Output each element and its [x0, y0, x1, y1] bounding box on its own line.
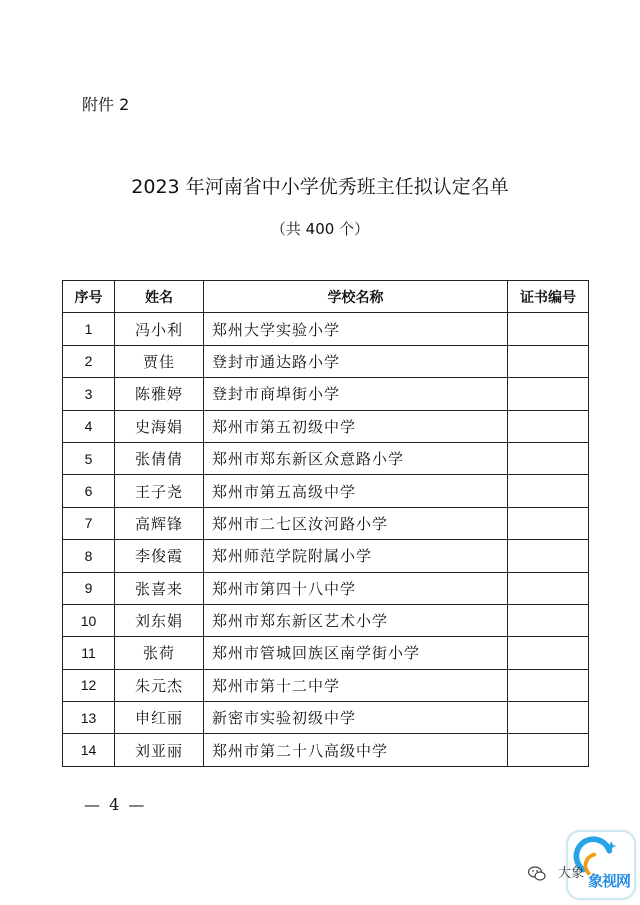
cell-name: 王子尧	[115, 475, 204, 507]
cell-cert	[508, 410, 589, 442]
cell-name: 高辉锋	[115, 507, 204, 539]
cell-school: 郑州市第五高级中学	[204, 475, 508, 507]
cell-school: 郑州市第十二中学	[204, 669, 508, 701]
table-row	[63, 572, 589, 604]
cell-name: 刘亚丽	[115, 734, 204, 766]
watermark-logo-text: 象视网	[588, 872, 631, 890]
column-header-name: 姓名	[115, 281, 204, 313]
candidate-table	[62, 280, 589, 767]
cell-seq: 12	[63, 669, 115, 701]
table-row	[63, 637, 589, 669]
cell-cert	[508, 572, 589, 604]
cell-school: 郑州大学实验小学	[204, 313, 508, 345]
table-row	[63, 345, 589, 377]
cell-school: 郑州市管城回族区南学街小学	[204, 637, 508, 669]
table-row	[63, 475, 589, 507]
cell-seq: 13	[63, 702, 115, 734]
table-row	[63, 540, 589, 572]
watermark-text: 大象	[558, 866, 585, 881]
cell-school: 郑州市第五初级中学	[204, 410, 508, 442]
cell-school: 登封市商埠街小学	[204, 378, 508, 410]
column-header-cert: 证书编号	[508, 281, 589, 313]
cell-seq: 11	[63, 637, 115, 669]
cell-name: 朱元杰	[115, 669, 204, 701]
cell-seq: 2	[63, 345, 115, 377]
cell-cert	[508, 378, 589, 410]
cell-name: 张倩倩	[115, 442, 204, 474]
cell-school: 登封市通达路小学	[204, 345, 508, 377]
cell-school: 郑州师范学院附属小学	[204, 540, 508, 572]
table-row	[63, 442, 589, 474]
cell-school: 郑州市郑东新区众意路小学	[204, 442, 508, 474]
cell-seq: 10	[63, 604, 115, 636]
cell-cert	[508, 637, 589, 669]
cell-cert	[508, 604, 589, 636]
cell-name: 张荷	[115, 637, 204, 669]
table-row	[63, 378, 589, 410]
table-header-row	[63, 281, 589, 313]
cell-name: 陈雅婷	[115, 378, 204, 410]
cell-school: 郑州市郑东新区艺术小学	[204, 604, 508, 636]
cell-name: 史海娟	[115, 410, 204, 442]
cell-name: 李俊霞	[115, 540, 204, 572]
cell-seq: 1	[63, 313, 115, 345]
cell-cert	[508, 702, 589, 734]
cell-cert	[508, 475, 589, 507]
cell-seq: 6	[63, 475, 115, 507]
table-row	[63, 604, 589, 636]
cell-seq: 5	[63, 442, 115, 474]
document-subtitle: （共 400 个）	[270, 220, 370, 238]
cell-name: 张喜来	[115, 572, 204, 604]
cell-seq: 3	[63, 378, 115, 410]
cell-cert	[508, 540, 589, 572]
table-row	[63, 734, 589, 766]
cell-name: 贾佳	[115, 345, 204, 377]
wechat-icon	[528, 866, 546, 882]
table-row	[63, 313, 589, 345]
cell-cert	[508, 734, 589, 766]
table-row	[63, 507, 589, 539]
watermark	[528, 830, 638, 900]
document-title: 2023 年河南省中小学优秀班主任拟认定名单	[131, 176, 509, 198]
table-row	[63, 702, 589, 734]
column-header-seq: 序号	[63, 281, 115, 313]
cell-cert	[508, 313, 589, 345]
cell-seq: 14	[63, 734, 115, 766]
cell-seq: 9	[63, 572, 115, 604]
cell-school: 新密市实验初级中学	[204, 702, 508, 734]
page-number: — 4 —	[84, 795, 147, 814]
cell-cert	[508, 345, 589, 377]
attachment-label: 附件 2	[82, 95, 130, 114]
column-header-school: 学校名称	[204, 281, 508, 313]
cell-name: 刘东娟	[115, 604, 204, 636]
cell-name: 申红丽	[115, 702, 204, 734]
cell-cert	[508, 507, 589, 539]
cell-seq: 7	[63, 507, 115, 539]
cell-seq: 8	[63, 540, 115, 572]
cell-school: 郑州市第二十八高级中学	[204, 734, 508, 766]
cell-school: 郑州市第四十八中学	[204, 572, 508, 604]
cell-school: 郑州市二七区汝河路小学	[204, 507, 508, 539]
cell-cert	[508, 442, 589, 474]
cell-name: 冯小利	[115, 313, 204, 345]
cell-seq: 4	[63, 410, 115, 442]
table-row	[63, 669, 589, 701]
cell-cert	[508, 669, 589, 701]
table-row	[63, 410, 589, 442]
